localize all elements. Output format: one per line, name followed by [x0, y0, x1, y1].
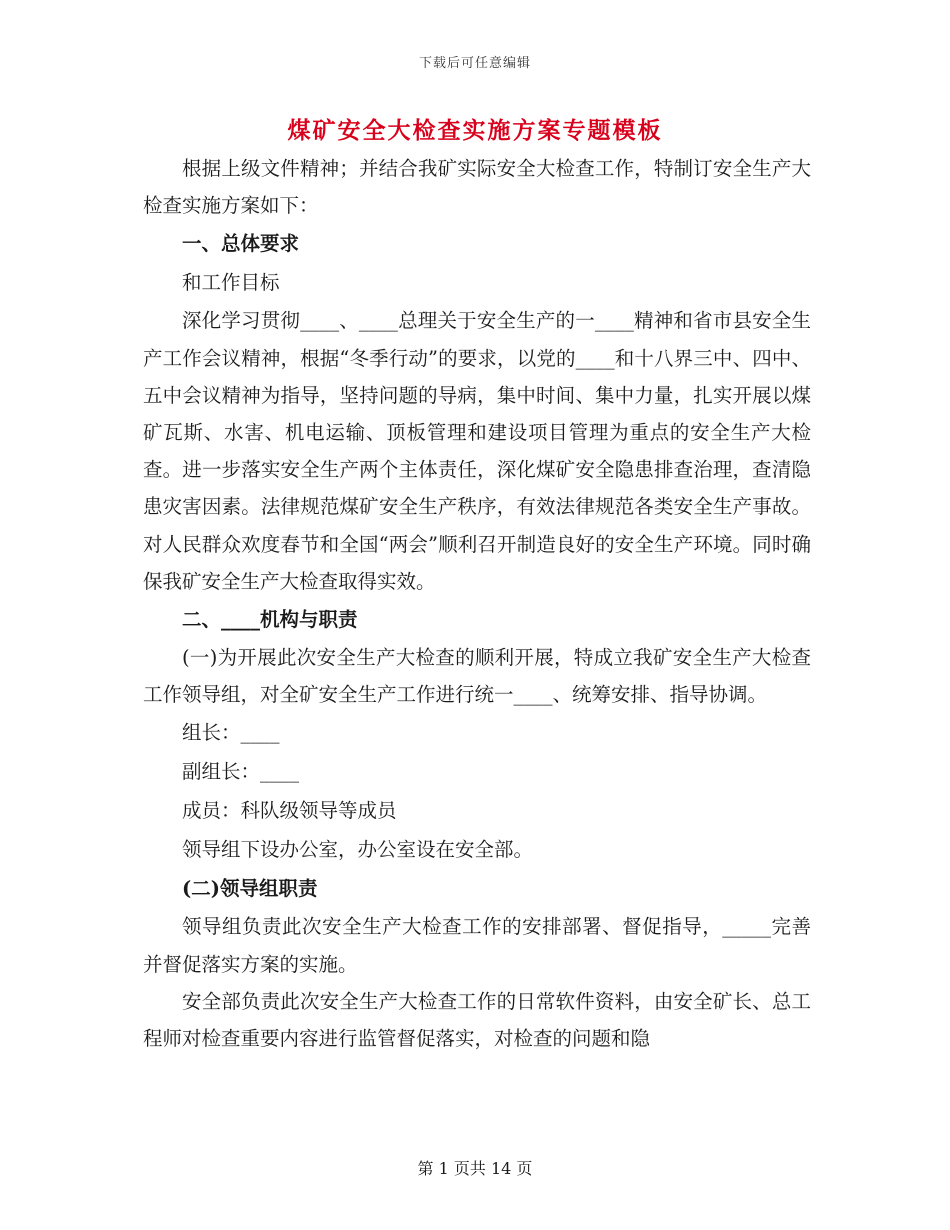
group-leader-line: 组长：____: [182, 721, 280, 745]
document-body: [143, 150, 811, 1057]
section-heading-group-duties: (二)领导组职责: [182, 877, 318, 901]
safety-department-paragraph: 安全部负责此次安全生产大检查工作的日常软件资料，由安全矿长、总工程师对检查重要内容进行监管督促落实，对检查的问题和隐: [143, 989, 811, 1051]
group-duties-paragraph: 领导组负责此次安全生产大检查工作的安排部署、督促指导，_____完善并督促落实方案的实施。: [143, 915, 811, 976]
document-title: 煤矿安全大检查实施方案专题模板: [287, 117, 663, 144]
office-line: 领导组下设办公室，办公室设在安全部。: [182, 838, 534, 862]
section-subheading-work-goals: 和工作目标: [182, 271, 280, 295]
members-line: 成员：科队级领导等成员: [182, 799, 397, 823]
leadership-group-paragraph: (一)为开展此次安全生产大检查的顺利开展，特成立我矿安全生产大检查工作领导组，对全矿安全生产工作进行统一____、统筹安排、指导协调。: [143, 646, 811, 707]
section-heading-general-requirements: 一、总体要求: [182, 232, 300, 256]
section-heading-organization: 二、____机构与职责: [182, 608, 358, 632]
deputy-leader-line: 副组长：____: [182, 760, 300, 784]
goals-paragraph: 深化学习贯彻____、____总理关于安全生产的一____精神和省市县安全生产工作会议精神，根据“冬季行动”的要求，以党的____和十八界三中、四中、五中会议精神为指导，坚持问题的导病，集中时间、集中力量，扎实开展以煤矿瓦斯、水害、机电运输、顶板管理和建设项目管理为重点的安全生产大检查。进一步落实安全生产两个主体责任，深化煤矿安全隐患排查治理，查清隐患灾害因素。法律规范煤矿安全生产秩序，有效法律规范各类安全生产事故。对人民群众欢度春节和全国“两会”顺利召开制造良好的安全生产环境。同时确保我矿安全生产大检查取得实效。: [143, 309, 811, 593]
page-number-footer: 第 1 页共 14 页: [417, 1159, 533, 1178]
page-header-note: 下载后可任意编辑: [418, 56, 531, 71]
intro-paragraph: 根据上级文件精神；并结合我矿实际安全大检查工作，特制订安全生产大检查实施方案如下：: [143, 157, 811, 218]
